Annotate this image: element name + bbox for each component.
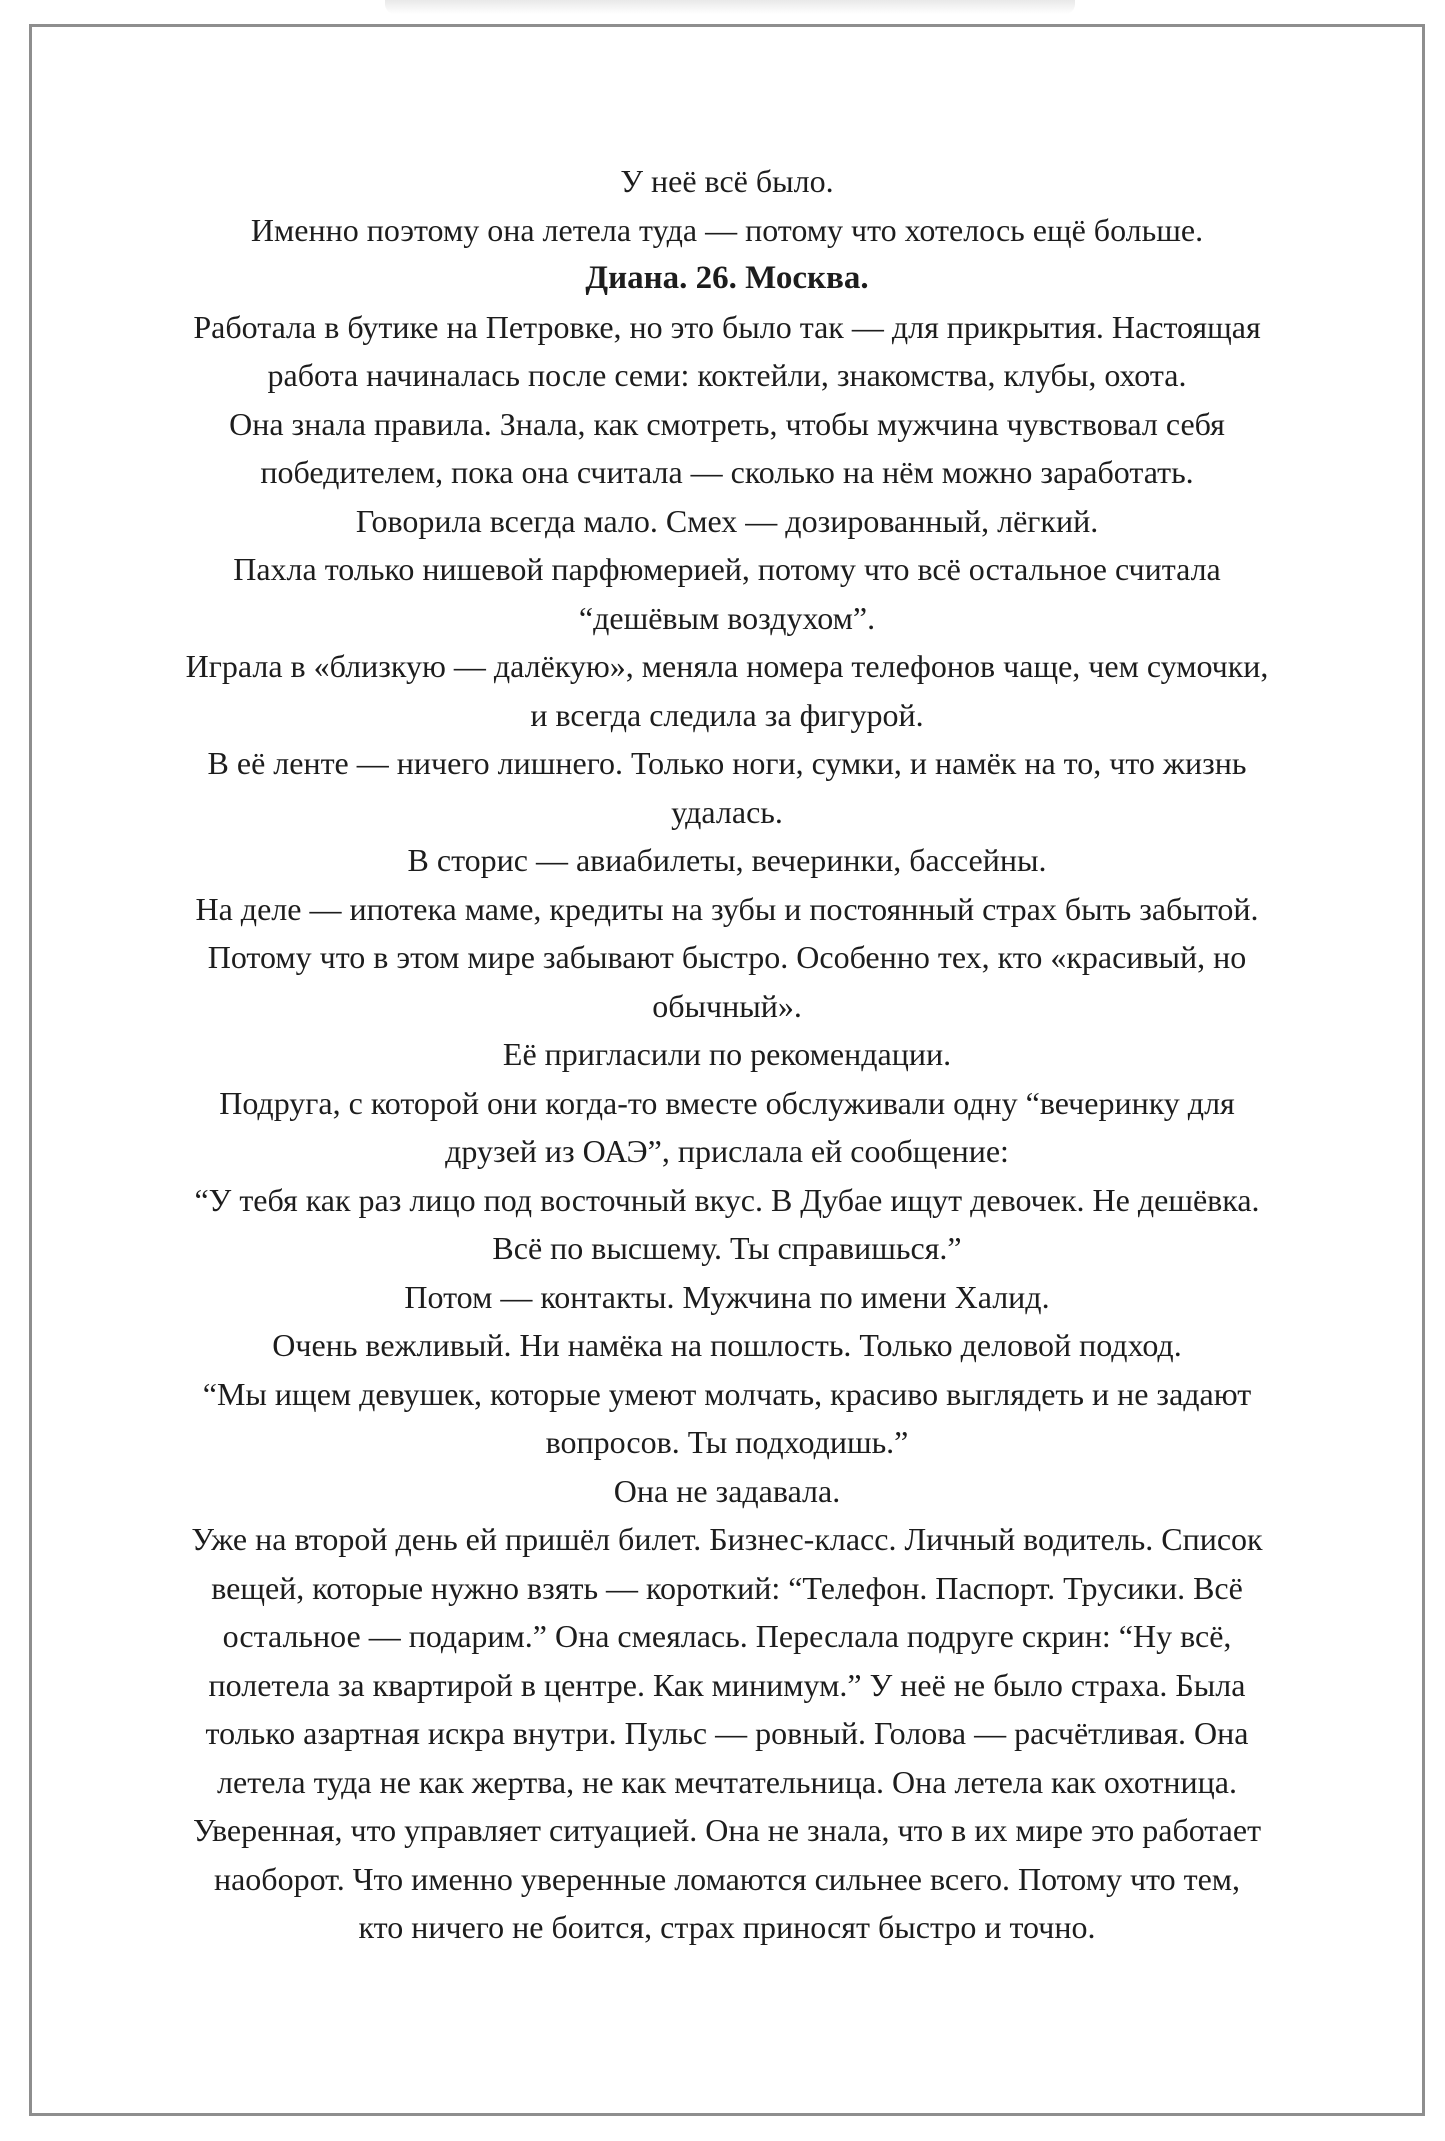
- story-line: полетела за квартирой в центре. Как минимум.” У неё не было страха. Была: [208, 1666, 1246, 1703]
- story-line: Именно поэтому она летела туда — потому что хотелось ещё больше.: [250, 211, 1204, 248]
- story-line: Пахла только нишевой парфюмерией, потому что всё остальное считала: [233, 551, 1221, 587]
- story-line: вопросов. Ты подходишь.”: [545, 1424, 909, 1460]
- story-line: В сторис — авиабилеты, вечеринки, бассейны.: [407, 842, 1047, 878]
- story-line: Подруга, с которой они когда-то вместе обслуживали одну “вечеринку для: [219, 1084, 1235, 1121]
- story-line: и всегда следила за фигурой.: [530, 696, 924, 733]
- story-line: Всё по высшему. Ты справишься.”: [492, 1230, 962, 1266]
- story-line: Работала в бутике на Петровке, но это было так — для прикрытия. Настоящая: [193, 308, 1261, 345]
- story-line: Она не задавала.: [613, 1472, 841, 1509]
- story-line: На деле — ипотека маме, кредиты на зубы и постоянный страх быть забытой.: [195, 890, 1259, 927]
- document-page: [29, 24, 1425, 2116]
- story-line: Говорила всегда мало. Смех — дозированный, лёгкий.: [355, 502, 1099, 539]
- story-line: работа начиналась после семи: коктейли, знакомства, клубы, охота.: [267, 357, 1187, 393]
- story-line: Потому что в этом мире забывают быстро. Особенно тех, кто «красивый, но: [207, 939, 1247, 975]
- story-line: У неё всё было.: [620, 163, 834, 199]
- story-line: Её пригласили по рекомендации.: [502, 1036, 952, 1072]
- story-line: обычный».: [652, 987, 802, 1024]
- story-line: “Мы ищем девушек, которые умеют молчать, красиво выглядеть и не задают: [202, 1375, 1252, 1412]
- story-line: удалась.: [671, 793, 783, 830]
- story-line: наоборот. Что именно уверенные ломаются сильнее всего. Потому что тем,: [213, 1860, 1241, 1897]
- story-line: летела туда не как жертва, не как мечтательница. Она летела как охотница.: [217, 1763, 1237, 1800]
- story-line: кто ничего не боится, страх приносят быстро и точно.: [358, 1909, 1096, 1945]
- story-line: Уже на второй день ей пришёл билет. Бизнес-класс. Личный водитель. Список: [191, 1521, 1263, 1557]
- story-line: “У тебя как раз лицо под восточный вкус. В Дубае ищут девочек. Не дешёвка.: [194, 1181, 1260, 1218]
- story-text: [92, 157, 1362, 1952]
- story-line: Очень вежливый. Ни намёка на пошлость. Только деловой подход.: [272, 1327, 1182, 1363]
- story-line: “дешёвым воздухом”.: [578, 599, 876, 636]
- story-line: Играла в «близкую — далёкую», меняла номера телефонов чаще, чем сумочки,: [185, 648, 1269, 684]
- story-line: Она знала правила. Знала, как смотреть, чтобы мужчина чувствовал себя: [229, 405, 1225, 442]
- story-line: победителем, пока она считала — сколько на нём можно заработать.: [260, 454, 1194, 490]
- story-line: друзей из ОАЭ”, прислала ей сообщение:: [445, 1133, 1009, 1169]
- story-line: вещей, которые нужно взять — короткий: “Телефон. Паспорт. Трусики. Всё: [211, 1569, 1243, 1606]
- story-line: остальное — подарим.” Она смеялась. Переслала подруге скрин: “Ну всё,: [222, 1618, 1232, 1654]
- story-line: Потом — контакты. Мужчина по имени Халид.: [404, 1278, 1050, 1315]
- story-line: Уверенная, что управляет ситуацией. Она не знала, что в их мире это работает: [192, 1812, 1262, 1848]
- story-line: только азартная искра внутри. Пульс — ровный. Голова — расчётливая. Она: [205, 1715, 1249, 1751]
- story-heading: Диана. 26. Москва.: [585, 260, 869, 296]
- story-line: В её ленте — ничего лишнего. Только ноги, сумки, и намёк на то, что жизнь: [207, 745, 1247, 781]
- top-edge-shadow: [385, 0, 1075, 14]
